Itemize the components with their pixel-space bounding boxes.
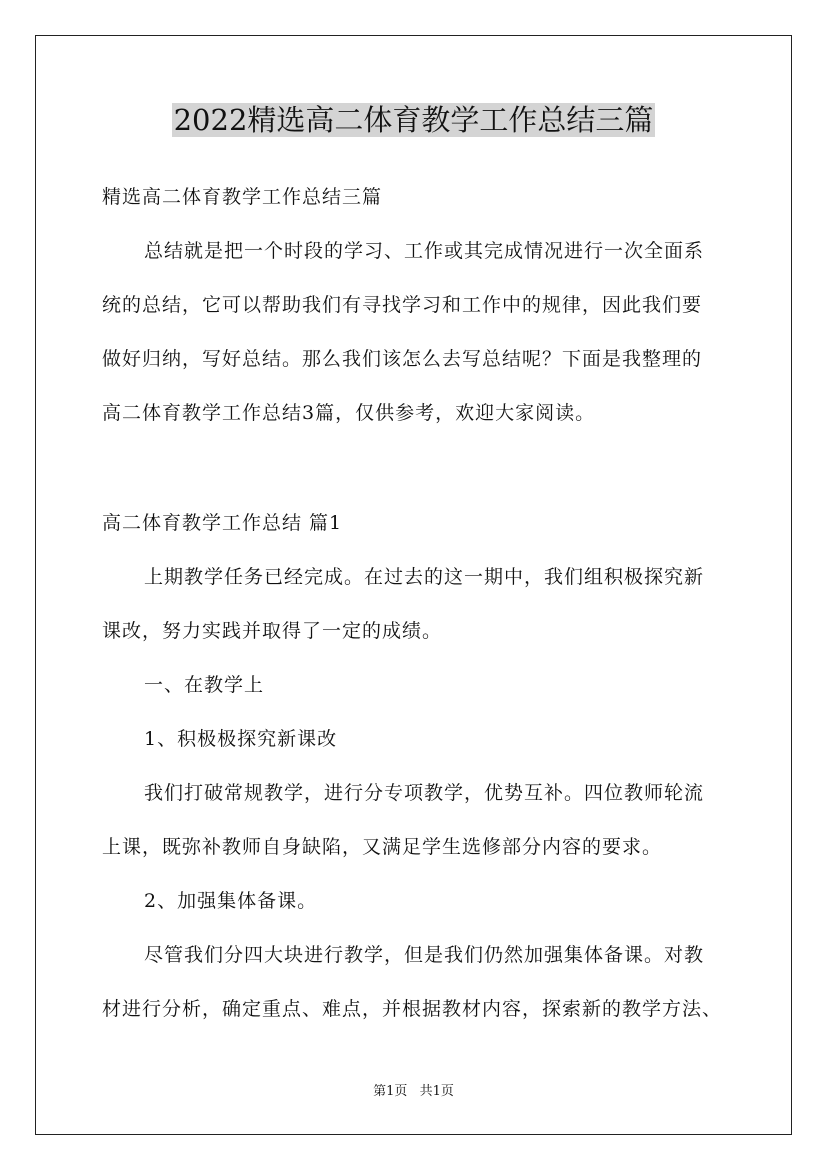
subheading-2: 2、加强集体备课。	[144, 890, 318, 912]
page-footer	[0, 1082, 827, 1102]
page-total: 共1页	[419, 1084, 454, 1099]
page-number: 第1页	[373, 1084, 408, 1099]
document-title-text: 2022精选高二体育教学工作总结三篇	[173, 103, 654, 137]
body-line-1: 上期教学任务已经完成。在过去的这一期中，我们组积极探究新	[144, 566, 705, 588]
section-heading: 高二体育教学工作总结 篇1	[102, 512, 343, 534]
subheading-teaching: 一、在教学上	[144, 674, 265, 696]
intro-line-4: 高二体育教学工作总结3篇，仅供参考，欢迎大家阅读。	[102, 402, 596, 424]
intro-line-3: 做好归纳，写好总结。那么我们该怎么去写总结呢？下面是我整理的	[102, 348, 703, 370]
body-line-6: 材进行分析，确定重点、难点，并根据教材内容，探索新的教学方法、	[102, 998, 723, 1020]
body-line-5: 尽管我们分四大块进行教学，但是我们仍然加强集体备课。对教	[144, 944, 705, 966]
body-line-3: 我们打破常规教学，进行分专项教学，优势互补。四位教师轮流	[144, 782, 705, 804]
document-title	[0, 98, 827, 142]
subheading-1: 1、积极极探究新课改	[144, 728, 338, 750]
body-line-4: 上课，既弥补教师自身缺陷，又满足学生选修部分内容的要求。	[102, 836, 663, 858]
body-line-2: 课改，努力实践并取得了一定的成绩。	[102, 620, 443, 642]
intro-line-1: 总结就是把一个时段的学习、工作或其完成情况进行一次全面系	[144, 240, 705, 262]
intro-line-2: 统的总结，它可以帮助我们有寻找学习和工作中的规律，因此我们要	[102, 294, 703, 316]
subtitle-line: 精选高二体育教学工作总结三篇	[102, 186, 383, 208]
